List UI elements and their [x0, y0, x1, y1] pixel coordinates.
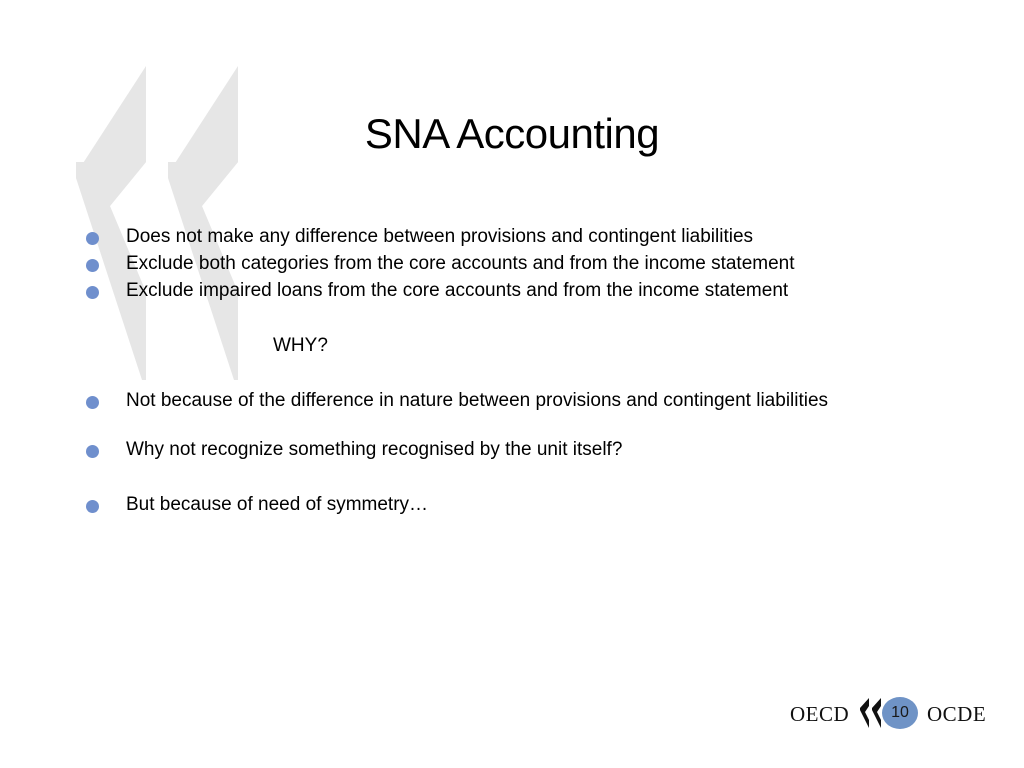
bullet-text: But because of need of symmetry…	[126, 494, 429, 515]
bullet-text: Why not recognize something recognised by the unit itself?	[126, 439, 623, 460]
why-question: WHY?	[273, 335, 328, 356]
oecd-footer-logo	[790, 696, 1000, 736]
bullet-dot-icon	[86, 445, 99, 458]
bullet-text: Exclude both categories from the core accounts and from the income statement	[126, 253, 795, 274]
bullet-text: Does not make any difference between provisions and contingent liabilities	[126, 226, 754, 247]
bullet-text: Not because of the difference in nature between provisions and contingent liabilities	[126, 390, 829, 411]
page-number-badge: 10	[882, 697, 918, 729]
guillemet-icon	[858, 698, 884, 730]
slide-title: SNA Accounting	[364, 110, 660, 157]
bullet-dot-icon	[86, 396, 99, 409]
bullet-dot-icon	[86, 500, 99, 513]
oecd-logo-text: OECD	[790, 702, 850, 726]
ocde-logo-text: OCDE	[927, 702, 987, 726]
bullet-text: Exclude impaired loans from the core accounts and from the income statement	[126, 280, 789, 301]
